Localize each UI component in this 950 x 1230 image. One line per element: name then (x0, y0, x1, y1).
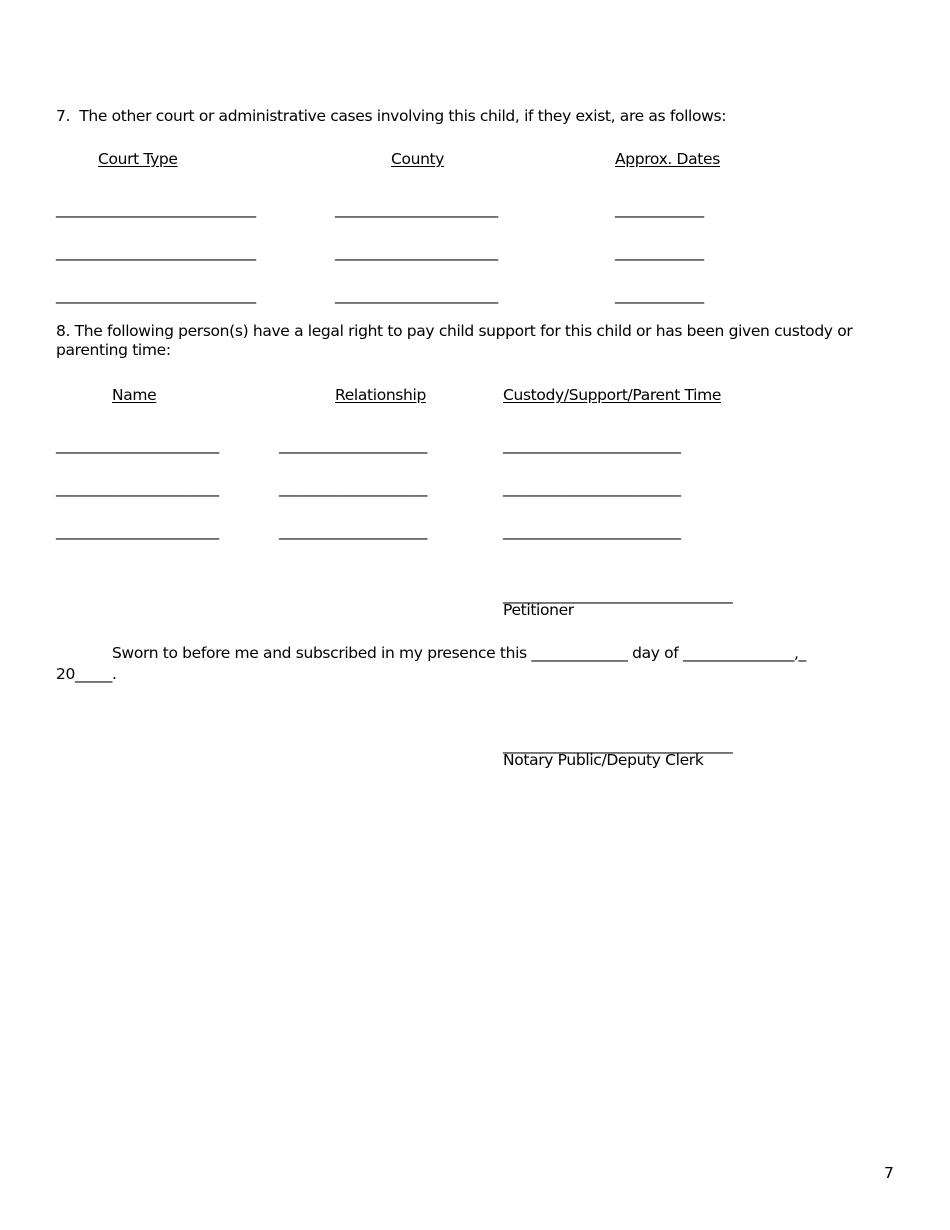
sworn-statement-line-1: Sworn to before me and subscribed in my presence this _____________ day of _______________,_ (112, 644, 806, 662)
court-type-field-1[interactable]: ___________________________ (56, 200, 256, 218)
court-type-field-2[interactable]: ___________________________ (56, 243, 256, 261)
relationship-field-3[interactable]: ____________________ (279, 522, 428, 540)
custody-field-1[interactable]: ________________________ (503, 436, 681, 454)
page-number: 7 (884, 1164, 894, 1182)
header-relationship: Relationship (335, 386, 426, 404)
name-field-1[interactable]: ______________________ (56, 436, 219, 454)
court-type-field-3[interactable]: ___________________________ (56, 286, 256, 304)
section-8-intro: 8. The following person(s) have a legal right to pay child support for this child or has been given custody or parenting time: (56, 322, 853, 359)
header-custody: Custody/Support/Parent Time (503, 386, 722, 404)
name-field-3[interactable]: ______________________ (56, 522, 219, 540)
header-approx-dates: Approx. Dates (615, 150, 720, 168)
relationship-field-1[interactable]: ____________________ (279, 436, 428, 454)
relationship-field-2[interactable]: ____________________ (279, 479, 428, 497)
header-court-type: Court Type (98, 150, 178, 168)
approx-dates-field-1[interactable]: ____________ (615, 200, 704, 218)
header-name: Name (112, 386, 157, 404)
notary-label: Notary Public/Deputy Clerk (503, 751, 704, 769)
header-county: County (391, 150, 445, 168)
county-field-1[interactable]: ______________________ (335, 200, 498, 218)
custody-field-3[interactable]: ________________________ (503, 522, 681, 540)
county-field-2[interactable]: ______________________ (335, 243, 498, 261)
name-field-2[interactable]: ______________________ (56, 479, 219, 497)
approx-dates-field-2[interactable]: ____________ (615, 243, 704, 261)
section-7-intro: 7. The other court or administrative cases involving this child, if they exist, are as follows: (56, 107, 727, 125)
sworn-statement-line-2: 20_____. (56, 665, 117, 683)
petitioner-label: Petitioner (503, 601, 574, 619)
custody-field-2[interactable]: ________________________ (503, 479, 681, 497)
county-field-3[interactable]: ______________________ (335, 286, 498, 304)
petitioner-signature-line[interactable]: _______________________________ (503, 586, 733, 604)
notary-signature-line[interactable]: _______________________________ (503, 736, 733, 754)
approx-dates-field-3[interactable]: ____________ (615, 286, 704, 304)
